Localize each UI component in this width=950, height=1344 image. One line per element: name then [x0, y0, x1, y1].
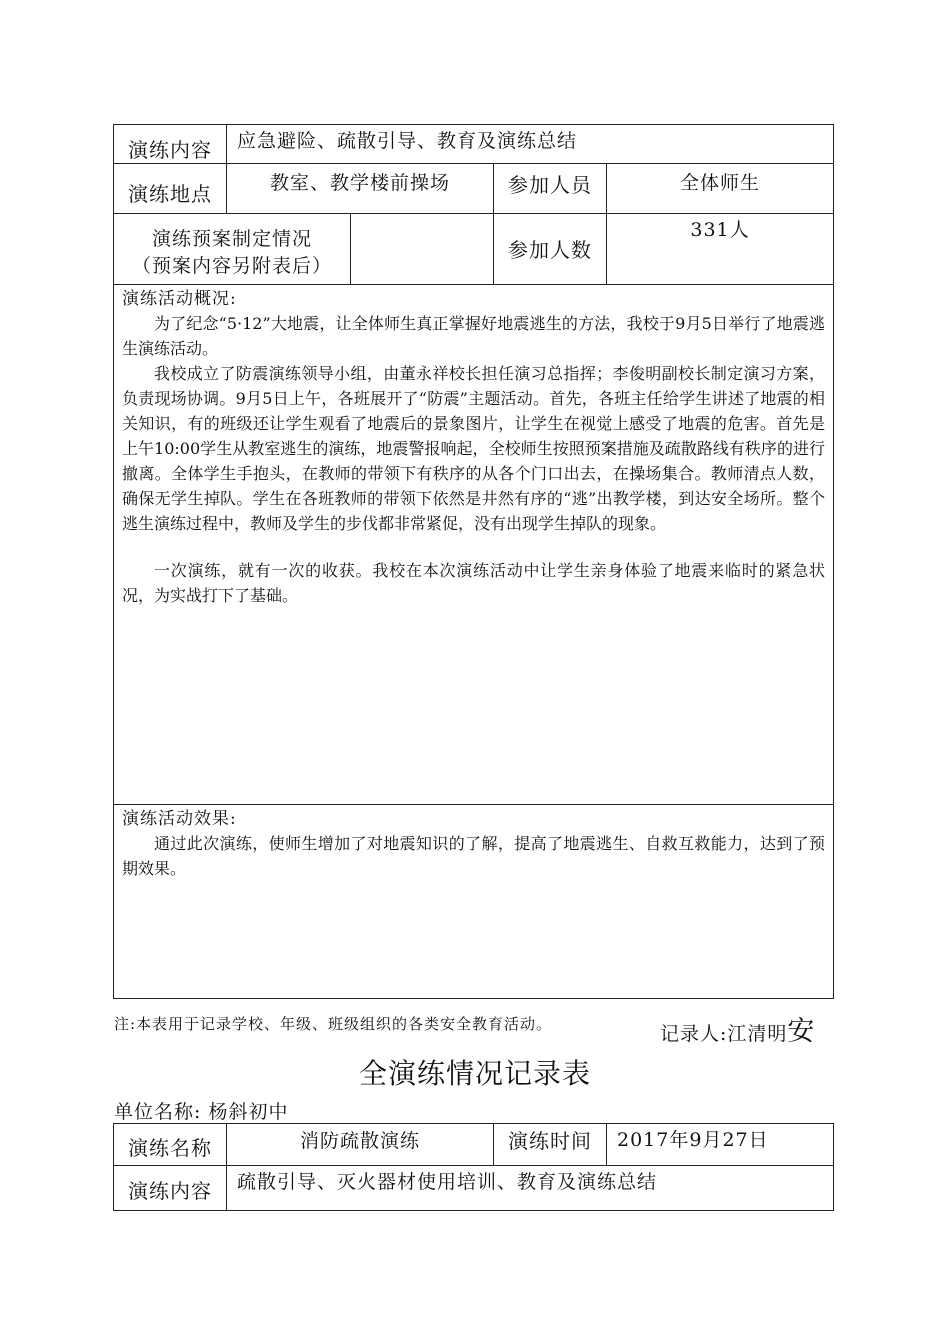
label-participants: 参加人员 [494, 164, 607, 214]
footer-note: 注:本表用于记录学校、年级、班级组织的各类安全教育活动。 [114, 1015, 553, 1033]
value-plan-status [351, 214, 494, 285]
effect-text: 通过此次演练，使师生增加了对地震知识的了解，提高了地震逃生、自救互救能力，达到了预期效果。 [122, 834, 826, 878]
value-drill-content: 应急避险、疏散引导、教育及演练总结 [227, 125, 834, 164]
value-drill-time: 2017年9月27日 [607, 1124, 834, 1166]
overview-paragraph-2: 我校成立了防震演练领导小组，由董永祥校长担任演习总指挥；李俊明副校长制定演习方案，负责现场协调。9月5日上午，各班展开了“防震”主题活动。首先，各班主任给学生讲述了地震的相关知识，有的班级还让学生观看了地震后的景象图片，让学生在视觉上感受了地震的危害。首先是上午10:00学生从教室逃生的演练，地震警报响起，全校师生按照预案措施及疏散路线有秩序的进行撤离。全体学生手抱头，在教师的带领下有秩序的从各个门口出去，在操场集合。教师清点人数，确保无学生掉队。学生在各班教师的带领下依然是井然有序的“逃”出教学楼，到达安全场所。整个逃生演练过程中，教师及学生的步伐都非常紧促，没有出现学生掉队的现象。 [122, 364, 826, 533]
overview-heading: 演练活动概况: [122, 289, 237, 309]
label-plan-status: 演练预案制定情况 （预案内容另附表后） [114, 214, 351, 285]
label-drill-time: 演练时间 [494, 1124, 607, 1166]
unit-name: 单位名称: 杨斜初中 [114, 1101, 289, 1123]
label-drill-location: 演练地点 [114, 164, 227, 214]
value-participant-count: 331人 [607, 214, 834, 285]
recorder-label: 记录人:江清明 [660, 1023, 788, 1045]
drill-record-table [113, 124, 834, 999]
value-participants: 全体师生 [607, 164, 834, 214]
drill-record-table-2 [113, 1123, 834, 1211]
label-drill-content: 演练内容 [114, 125, 227, 164]
label-drill-name: 演练名称 [114, 1124, 227, 1166]
overview-paragraph-3: 一次演练，就有一次的收获。我校在本次演练活动中让学生亲身体验了地震来临时的紧急状况，为实战打下了基础。 [122, 561, 826, 605]
label-participant-count: 参加人数 [494, 214, 607, 285]
effect-heading: 演练活动效果: [122, 809, 237, 829]
label-drill-content-2: 演练内容 [114, 1166, 227, 1211]
page-title: 全演练情况记录表 [358, 1057, 591, 1090]
value-drill-name: 消防疏散演练 [227, 1124, 494, 1166]
overview-paragraph-1: 为了纪念“5·12”大地震，让全体师生真正掌握好地震逃生的方法，我校于9月5日举行了地震逃生演练活动。 [122, 314, 826, 358]
value-drill-content-2: 疏散引导、灭火器材使用培训、教育及演练总结 [227, 1166, 834, 1211]
recorder [660, 1009, 815, 1048]
value-drill-location: 教室、教学楼前操场 [227, 164, 494, 214]
recorder-trailing-char: 安 [787, 1016, 816, 1047]
activity-overview-cell [114, 285, 834, 805]
activity-effect-cell [114, 805, 834, 999]
